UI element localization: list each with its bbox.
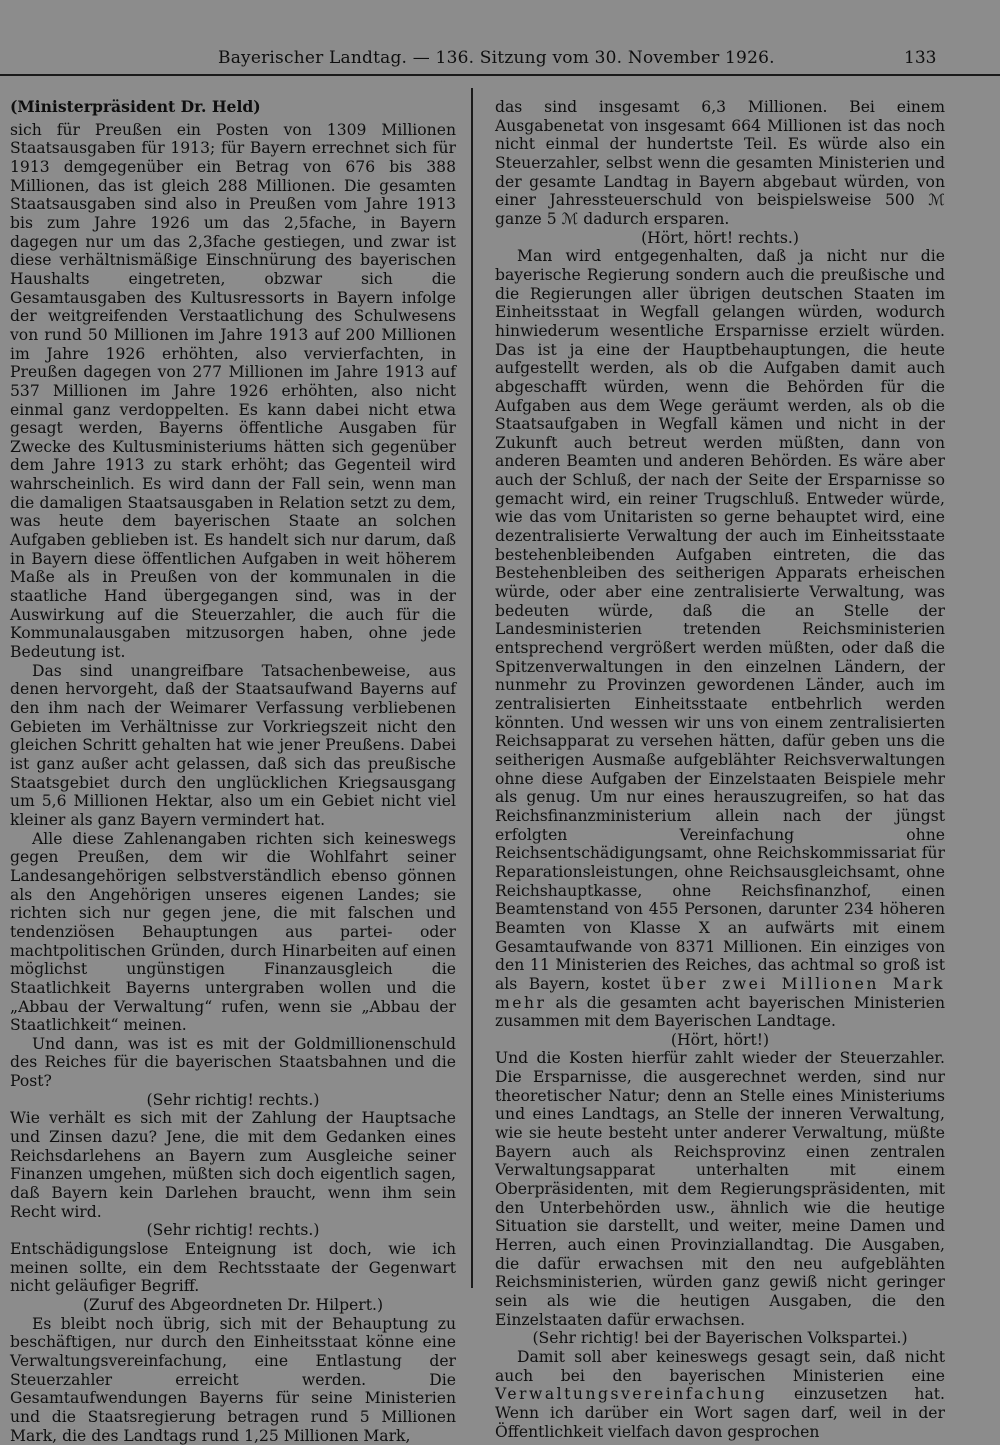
paragraph: Das sind unangreifbare Tatsachenbeweise, aus denen hervorgeht, daß der Staatsaufwand Bayerns auf den ihm nach der Weimarer Verfassung verbliebenen Gebieten im Verhältnisse zur Vorkriegszeit nicht den gleichen Schritt gehalten hat wie jener Preußens. Dabei ist ganz außer acht gelassen, daß sich das preußische Staatsgebiet durch den unglücklichen Kriegsausgang um 5,6 Millionen Hektar, also um ein Gebiet nicht viel kleiner als ganz Bayern vermindert hat. bbox=[10, 661, 456, 829]
interjection: (Hört, hört!) bbox=[670, 1030, 770, 1049]
paragraph bbox=[495, 247, 945, 1031]
column-divider bbox=[471, 88, 473, 1288]
paragraph: Entschädigungslose Enteignung ist doch, wie ich meinen sollte, ein dem Rechtsstaate der Gegenwart nicht geläufiger Begriff. bbox=[10, 1240, 456, 1296]
paragraph: Es bleibt noch übrig, sich mit der Behauptung zu beschäftigen, nur durch den Einheitsstaat könne eine Verwaltungsvereinfachung, eine Entlastung der Steuerzahler erreicht werden. Die Gesamtaufwendungen Bayerns für seine Ministerien und die Staatsregierung betragen rund 5 Millionen Mark, die des Landtags rund 1,25 Millionen Mark, bbox=[10, 1314, 456, 1445]
running-title: Bayerischer Landtag. — 136. Sitzung vom 30. November 1926. bbox=[218, 48, 775, 68]
right-column bbox=[495, 98, 945, 1441]
interjection: (Hört, hört! rechts.) bbox=[641, 228, 799, 247]
interjection: (Sehr richtig! rechts.) bbox=[146, 1221, 320, 1240]
page-number: 133 bbox=[904, 48, 937, 68]
paragraph-text: einzusetzen hat. Wenn ich darüber ein Wort sagen darf, weil in der Öffentlichkeit vielfach davon gesprochen bbox=[495, 1385, 945, 1441]
paragraph-text: Man wird entgegenhalten, daß ja nicht nur die bayerische Regierung sondern auch die preußische und die Regierungen aller übrigen deutschen Staaten im Einheitsstaat in Wegfall gelangen würden, wodurch hinwiederum wesentliche Ersparnisse erzielt würden. Das ist ja eine der Hauptbehauptungen, die heute aufgestellt werden, als ob die Aufgaben damit auch abgeschafft würden, wenn die Behörden für die Aufgaben aus dem Wege geräumt werden, als ob die Staatsaufgaben in Wegfall kämen und nicht in der Zukunft auch betreut werden müßten, dann von anderen Beamten und anderen Behörden. Es wäre aber auch der Schluß, der nach der Seite der Ersparnisse so gemacht wird, ein reiner Trugschluß. Entweder würde, wie das vom Unitaristen so gerne behauptet wird, eine dezentralisierte Verwaltung der auch im Einheitsstaate bestehenbleibenden Aufgaben eintreten, die das Bestehenbleiben des seitherigen Apparats erheischen würde, oder aber eine zentralisierte Verwaltung, was bedeuten würde, daß die an Stelle der Landesministerien tretenden Reichsministerien entsprechend vergrößert werden müßten, oder daß die Spitzenverwaltungen in den einzelnen Ländern, der nunmehr zu Provinzen gewordenen Länder, auch im zentralisierten Einheitsstaate entbehrlich werden könnten. Und wessen wir uns von einem zentralisierten Reichsapparat zu versehen hätten, dafür geben uns die seitherigen Ausmaße aufgeblähter Reichsverwaltungen ohne diese Aufgaben der Einzelstaaten Beispiele mehr als genug. Um nur eines herauszugreifen, so hat das Reichsfinanzministerium allein nach der jüngst erfolgten Vereinfachung ohne Reichsentschädigungsamt, ohne Reichskommissariat für Reparationsleistungen, ohne Reichsausgleichsamt, ohne Reichshauptkasse, ohne Reichsfinanzhof, einen Beamtenstand von 455 Personen, darunter 234 höheren Beamten von Klasse X an aufwärts mit einem Gesamtaufwande von 8371 Millionen. Ein einziges von den 11 Ministerien des Reiches, das achtmal so groß ist als Bayern, kostet bbox=[495, 247, 945, 993]
interjection: (Sehr richtig! bei der Bayerischen Volkspartei.) bbox=[532, 1329, 908, 1348]
paragraph: sich für Preußen ein Posten von 1309 Millionen Staatsausgaben für 1913; für Bayern errechnet sich für 1913 demgegenüber ein Betrag von 676 bis 388 Millionen, das ist gleich 288 Millionen. Die gesamten Staatsausgaben sind also in Preußen vom Jahre 1913 bis zum Jahre 1926 um das 2,5fache, in Bayern dagegen nur um das 2,3fache gestiegen, und zwar ist diese verhältnismäßige Einschnürung des bayerischen Haushalts eingetreten, obzwar sich die Gesamtausgaben des Kultusressorts in Bayern infolge der weitgreifenden Verstaatlichung des Schulwesens von rund 50 Millionen im Jahre 1913 auf 200 Millionen im Jahre 1926 erhöhten, also vervierfachten, in Preußen dagegen von 277 Millionen im Jahre 1913 auf 537 Millionen im Jahre 1926 erhöhten, also nicht einmal ganz verdoppelten. Es kann dabei nicht etwa gesagt werden, Bayerns öffentliche Ausgaben für Zwecke des Kultusministeriums hätten sich gegenüber dem Jahre 1913 zu stark erhöht; das Gegenteil wird wahrscheinlich. Es wird dann der Fall sein, wenn man die damaligen Staatsausgaben in Relation setzt zu dem, was heute dem bayerischen Staate an solchen Aufgaben geblieben ist. Es handelt sich nur darum, daß in Bayern diese öffentlichen Aufgaben in weit höherem Maße als in Preußen von der kommunalen in die staatliche Hand übergegangen sind, was in der Auswirkung auf die Steuerzahler, die auch für die Kommunalausgaben mitzusorgen haben, ohne jede Bedeutung ist. bbox=[10, 120, 456, 662]
paragraph: Wie verhält es sich mit der Zahlung der Hauptsache und Zinsen dazu? Jene, die mit dem Gedanken eines Reichsdarlehens an Bayern zum Ausgleiche seiner Finanzen umgehen, müßten sich doch eigentlich sagen, daß Bayern kein Darlehen braucht, wenn ihm sein Recht wird. bbox=[10, 1109, 456, 1221]
paragraph: Und die Kosten hierfür zahlt wieder der Steuerzahler. Die Ersparnisse, die ausgerechnet werden, sind nur theoretischer Natur; denn an Stelle eines Ministeriums und eines Landtags, an Stelle der inneren Verwaltung, wie sie heute besteht unter anderer Verwaltung, müßte Bayern auch als Reichsprovinz einen zentralen Verwaltungsapparat unterhalten mit einem Oberpräsidenten, mit dem Regierungspräsidenten, mit den Unterbehörden usw., ähnlich wie die heutige Situation sie darstellt, und weiter, meine Damen und Herren, auch einen Provinziallandtag. Die Ausgaben, die dafür erwachsen mit den neu aufgeblähten Reichsministerien, würden ganz gewiß nicht geringer sein als wie die heutigen Ausgaben, die den Einzelstaaten dafür erwachsen. bbox=[495, 1049, 945, 1329]
emphasized-text: über zwei Millionen Mark mehr bbox=[495, 974, 945, 1012]
paragraph: Alle diese Zahlenangaben richten sich keineswegs gegen Preußen, dem wir die Wohlfahrt seiner Landesangehörigen selbstverständlich ebenso gönnen als den Angehörigen unseres eigenen Landes; sie richten sich nur gegen jene, die mit falschen und tendenziösen Behauptungen aus partei- oder machtpolitischen Gründen, durch Hinarbeiten auf einen möglichst ungünstigen Finanzausgleich die Staatlichkeit Bayerns untergraben wollen und die „Abbau der Verwaltung“ rufen, wenn sie „Abbau der Staatlichkeit“ meinen. bbox=[10, 829, 456, 1035]
page-header bbox=[0, 40, 1000, 76]
paragraph-text: Damit soll aber keineswegs gesagt sein, daß nicht auch bei den bayerischen Ministerien eine bbox=[495, 1347, 945, 1385]
interjection: (Zuruf des Abgeordneten Dr. Hilpert.) bbox=[82, 1296, 384, 1314]
left-column bbox=[10, 98, 456, 1445]
speaker-label: (Ministerpräsident Dr. Held) bbox=[10, 97, 261, 116]
paragraph-text: als die gesamten acht bayerischen Ministerien zusammen mit dem Bayerischen Landtage. bbox=[495, 993, 945, 1031]
emphasized-text: Verwaltungsvereinfachung bbox=[495, 1385, 768, 1404]
paragraph bbox=[495, 1348, 945, 1441]
paragraph: Und dann, was ist es mit der Goldmillionenschuld des Reiches für die bayerischen Staatsbahnen und die Post? bbox=[10, 1034, 456, 1091]
interjection: (Sehr richtig! rechts.) bbox=[146, 1090, 320, 1109]
paragraph: das sind insgesamt 6,3 Millionen. Bei einem Ausgabenetat von insgesamt 664 Millionen ist das noch nicht einmal der hundertste Teil. Es würde also ein Steuerzahler, selbst wenn die gesamten Ministerien und der gesamte Landtag in Bayern abgebaut würden, von einer Jahressteuerschuld von beispielsweise 500 ℳ ganze 5 ℳ dadurch ersparen. bbox=[495, 98, 945, 228]
